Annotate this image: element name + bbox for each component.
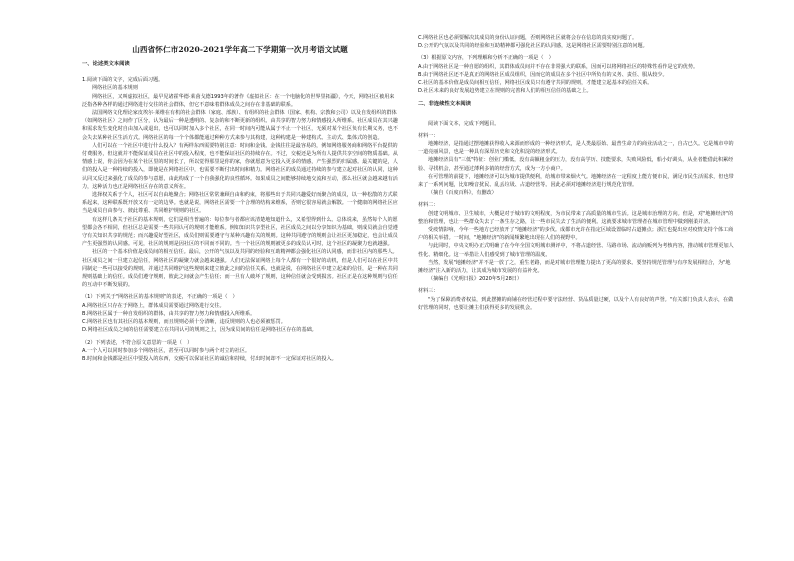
- article-paragraph: 社区的一个基本价值是成员间的相互信任。最后，公开的气氛以及共同的经验和互助精神都会强化社区的认同感，而非社区内的那些人。社区成员之间一旦建立起信任，网络社区的凝聚力就会越来越强。人们无法保证网络上每个人都有一个很好的动机，但是人们可以在社区中共同制定一些可以接受的规则，并通过共同维护这些规则来建立彼此之间的信任关系。也就是说，在网络社区中建立起来的信任，是一种在共同规则基础上的信任。成员们遵守规则，彼此之间就会产生信任；而一旦有人破坏了规则，这种信任就会受到损害。社区正是在这种规则与信任的互动中不断发展的。: [82, 249, 398, 289]
- article-paragraph: 人们可以在一个社区中进行什么投入？有两样东西需要特别注意：时间和金钱。金钱往往是最容易的，例如网络服务商和网络平台提供的付费服务，但这就并不能保证成员在社区中的投入程度，也不能保证社区的持续存在。不过，交税还是为所有人提供共享空间的物质基础。从情感上说，你会因为在某个社区里的时间长了，所以觉得那里是你的家，你就愿意为它投入更多的情感，产生强烈的归属感。最关键的是，人们的投入是一种持续的投入，即使是在网络社区中，也需要不断付出时间和精力。网络社区的成员通过持续的参与建立起对社区的认同，这种认同又反过来强化了成员的参与意愿，由此构成了一个自我强化的良性循环。如果成员之间能够持续地交流和互动，那么社区就会越来越有活力，这种活力也正是网络社区存在的意义所在。: [82, 142, 398, 190]
- question-3-option-c: C.社区的基本价值是成员间相互信任，网络社区成员只有遵守共同的规则，才能建立起基本的信任关系。: [418, 80, 653, 87]
- material-paragraph: 受疫情影响，今年一些地方已经放开了"地摊经济"的步伐。成都市允许在指定区域设置临时占道摊点；浙江也提出应对疫情支持个体工商户的相关举措。一时间，"地摊经济"的新闻频繁地出现在人们的视野中。: [418, 227, 734, 242]
- section-heading-2: 二、非连续性文本阅读: [418, 101, 471, 108]
- reading-intro: 阅读下面文本，完成下列题目。: [428, 120, 500, 127]
- question-2-option-a: A.一个人可以同时参加多个网络社区，甚至可以同时参与两个对立的社区。: [82, 347, 251, 354]
- question-3-option-a: A.由于网络社区是一种自愿的组织，其群体成员间并不存在非常强大的联系，因而可以将网络社区的特殊性看作是它的优势。: [418, 63, 699, 70]
- question-3-stem: （3）根据原文内容，下列理解和分析不正确的一项是（ ）: [418, 55, 554, 62]
- material-1-label: 材料一：: [418, 132, 439, 139]
- question-1-option-c: C.网络社区也有其社区的基本规则，而且规则必须十分清晰，违反规则的人也必须被惩罚。: [82, 319, 286, 326]
- question-intro: 1.阅读下面的文字，完成后面习题。: [82, 77, 164, 84]
- question-2-option-d: D.公开的气氛以及共同的经验和互助精神都可强化社区的认同感，这是网络社区需要特别注意的问题。: [418, 43, 648, 50]
- question-2-stem: （2）下列表述，不符合原文意思的一项是（ ）: [82, 339, 193, 346]
- section-heading-1: 一、论述类文本阅读: [82, 61, 130, 67]
- material-2-source: （摘编自《光明日报》2020年5月28日）: [428, 276, 522, 283]
- exam-title: 山西省怀仁市2020-2021学年高二下学期第一次月考语文试题: [132, 45, 348, 54]
- material-2-label: 材料二：: [418, 202, 439, 209]
- material-paragraph: "为了保障消费者权益，到此摆摊的商铺在经营过程中要守法经营、货品质量过硬，以及个人有良好的声誉。"有关部门负责人表示，在做好管理的同时，也要让摊主们获得更多的发展机会。: [418, 296, 734, 311]
- question-2-option-b: B.时间和金钱都是社区中要投入的东西，交税可以保证社区的诚信和持续，付出时间却不一定保证对社区的投入。: [82, 355, 337, 362]
- article-paragraph: 选择权关系于个人，社区可以自由地聚合；网络社区常常兼顾自由和约束，将那些出于共同兴趣爱好而聚合的成员，以一种松散的方式联系起来，这种联系既开放又有一定的边界。也就是说，网络社区需要一个合理的结构来维系，否则它很容易就会解散。一个健康的网络社区应当是成员自由参与、彼此尊重、共同维护规则的社区。: [82, 192, 398, 215]
- article-title: 网络社区的基本规则: [92, 85, 138, 92]
- question-3-option-d: D.社区未来的良好发展趋势建立在规则的完善和人们的相互信任的基础之上。: [418, 88, 592, 95]
- question-1-option-b: B.网络社区属于一种自发组织的群体，由共享的智力努力和情感投入所维系。: [82, 310, 256, 317]
- question-1-stem: （1）下列关于"网络社区的基本规则"的表述，不正确的一项是（ ）: [82, 294, 238, 301]
- right-column: [418, 34, 734, 551]
- left-column: [82, 36, 398, 551]
- question-1-option-a: A.网络社区只存在于网络上，群体成员需要通过网络进行交往。: [82, 302, 225, 309]
- material-paragraph: 在可管理的前提下，地摊经济可以为城市提供便利，给城市带来烟火气。地摊经济在一定程度上能方便市民，满足市民生活需求，但也带来了一系列问题，比如噪音扰民、乱丢垃圾、占道经营等。因此必须对地摊经济进行规范化管理。: [418, 173, 734, 189]
- material-3-label: 材料三：: [418, 288, 439, 295]
- material-paragraph: 地摊经济具有"三低"特征：创业门槛低，没有高额租金的压力，没有高学历、技能要求，失败风险低，船小好调头，从业者能借此积累经验、寻找机会，甚至通过薄利多销的经营方式，成为一方小商户。: [418, 157, 734, 172]
- material-paragraph: 创建文明城市、卫生城市，大概是对于城市的文明程度，为市民带来了高质量的城市生活。这是城市治理的方向。但是，对"地摊经济"的整治和管理，也让一些群众失去了一条生存之路，让一些市民失去了生活的便利。这就要求城市管理者在城市管理中做到刚柔并济。: [418, 210, 734, 225]
- question-1-option-d: D.网络社区成员之间的信任需要建立在共同认可的规则之上，因为成员间的信任是网络社区存在的基础。: [82, 327, 317, 334]
- material-1-source: （摘自《百度百科》，有删改）: [428, 190, 497, 197]
- question-3-option-b: B.由于网络社区还不是真正的网络社区成员组织，因而它的成员在多个社区中所负有的义务、责任、服从较少。: [418, 71, 668, 78]
- article-paragraph: 网络社区，又叫虚拟社区，最早见诸霍华德·莱茵戈德1993年的著作《虚拟社区：在一个电脑化的世界里拓疆》，今天，网络社区被用来泛指各种各样的通过网络进行交往的社会群体，但它不意味着群体成员之间存在非基础的联系。: [82, 93, 395, 108]
- article-paragraph: 有这样几条关于社区的基本规则，它们是相当普遍的：每位参与者都应该清楚地知道什么，又希望得到什么。总体说来，虽然每个人的愿望都会各不相同，但社区总是需要一些共同认可的规则才能维系。例如知识共享型社区，社区成员之间以分享知识为基础，则成员就会自觉遵守有关知识共享的规范；而兴趣爱好型社区，成员们则需要遵守与某种兴趣有关的规则。这种共同遵守的规则会让社区更加稳定，也会让成员产生更强烈的认同感。可见，社区的规则是因社区的不同而不同的。当一个社区的规则被更多的成员认可时，这个社区的凝聚力也就越强。: [82, 216, 398, 248]
- question-2-option-c: C.网络社区也必须要解决其成员的身份认证问题，否则网络社区就将会存在信息的真实度问题了。: [418, 35, 638, 41]
- material-paragraph: 与此同时，中央文明办正式明确了在今年全国文明城市测评中，不将占道经营、马路市场、流动商贩列为考核内容，推动城市管理更加人性化、精细化。这一举措让人们感受到了城市管理的温度。: [418, 243, 734, 258]
- material-paragraph: 地摊经济，是指通过摆地摊获得收入来源而形成的一种经济形式，是人类最原始、最普生命力的商业活动之一，自古已久。它是城市中的一道亮丽风景，也是一种具有深厚历史和文化积淀的经济形式。: [418, 141, 734, 156]
- material-paragraph: 当然，发展"地摊经济"并不是一放了之，重生老路，而是对城市管理能力提出了更高的要求。要坚持规范管理与有序发展相结合，为"地摊经济"注入新的活力，让其成为城市发展的有益补充。: [418, 259, 731, 275]
- article-paragraph: 法国网络文化理论家皮埃尔·莱维在有机的社会群体（家庭、部族）、有组织的社会群体（国家、机构、宗教和公司）以及自发组织的群体（如网络社区）之间作了区分，认为最后一种是透明的、复杂的和不断更新的组织。由共享的智力努力和情感投入所维系。社区成员在其兴趣和需求发生变化时自由加入或退出，也可以同时加入多个社区，在同一时间内可能从属于不止一个社区，无须对某个社区负有长期义务，也不会失去某种社区生活方式。网络社区的每一个个体都能通过种种方式来参与其构建，这种构建是一种建构式、主动式、集体式的创造。: [82, 110, 398, 141]
